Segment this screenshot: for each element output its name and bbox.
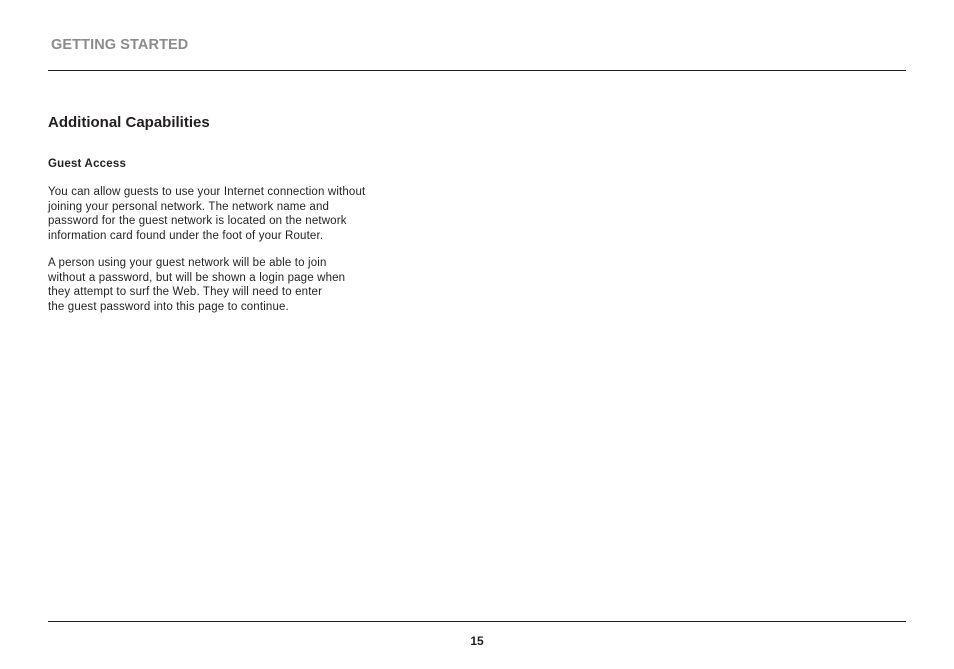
paragraph-line: password for the guest network is located on the network — [48, 215, 347, 227]
paragraph-line: without a password, but will be shown a login page when — [48, 271, 346, 284]
page-title: Additional Capabilities — [48, 114, 210, 131]
paragraph-line: the guest password into this page to continue. — [48, 300, 289, 313]
section-header: GETTING STARTED — [51, 37, 189, 53]
paragraph-line: A person using your guest network will be able to join — [48, 257, 327, 269]
page-number: 15 — [470, 634, 484, 648]
guest-access-paragraph-1 — [48, 185, 428, 243]
guest-access-paragraph-2 — [48, 256, 428, 314]
section-subtitle: Guest Access — [48, 158, 127, 170]
paragraph-line: they attempt to surf the Web. They will need to enter — [48, 286, 323, 298]
page-content — [48, 112, 428, 314]
paragraph-line: You can allow guests to use your Internet connection without — [48, 186, 366, 198]
header-divider — [48, 70, 906, 71]
paragraph-line: joining your personal network. The network name and — [48, 200, 330, 213]
footer-divider — [48, 621, 906, 622]
paragraph-line: information card found under the foot of your Router. — [48, 229, 324, 242]
